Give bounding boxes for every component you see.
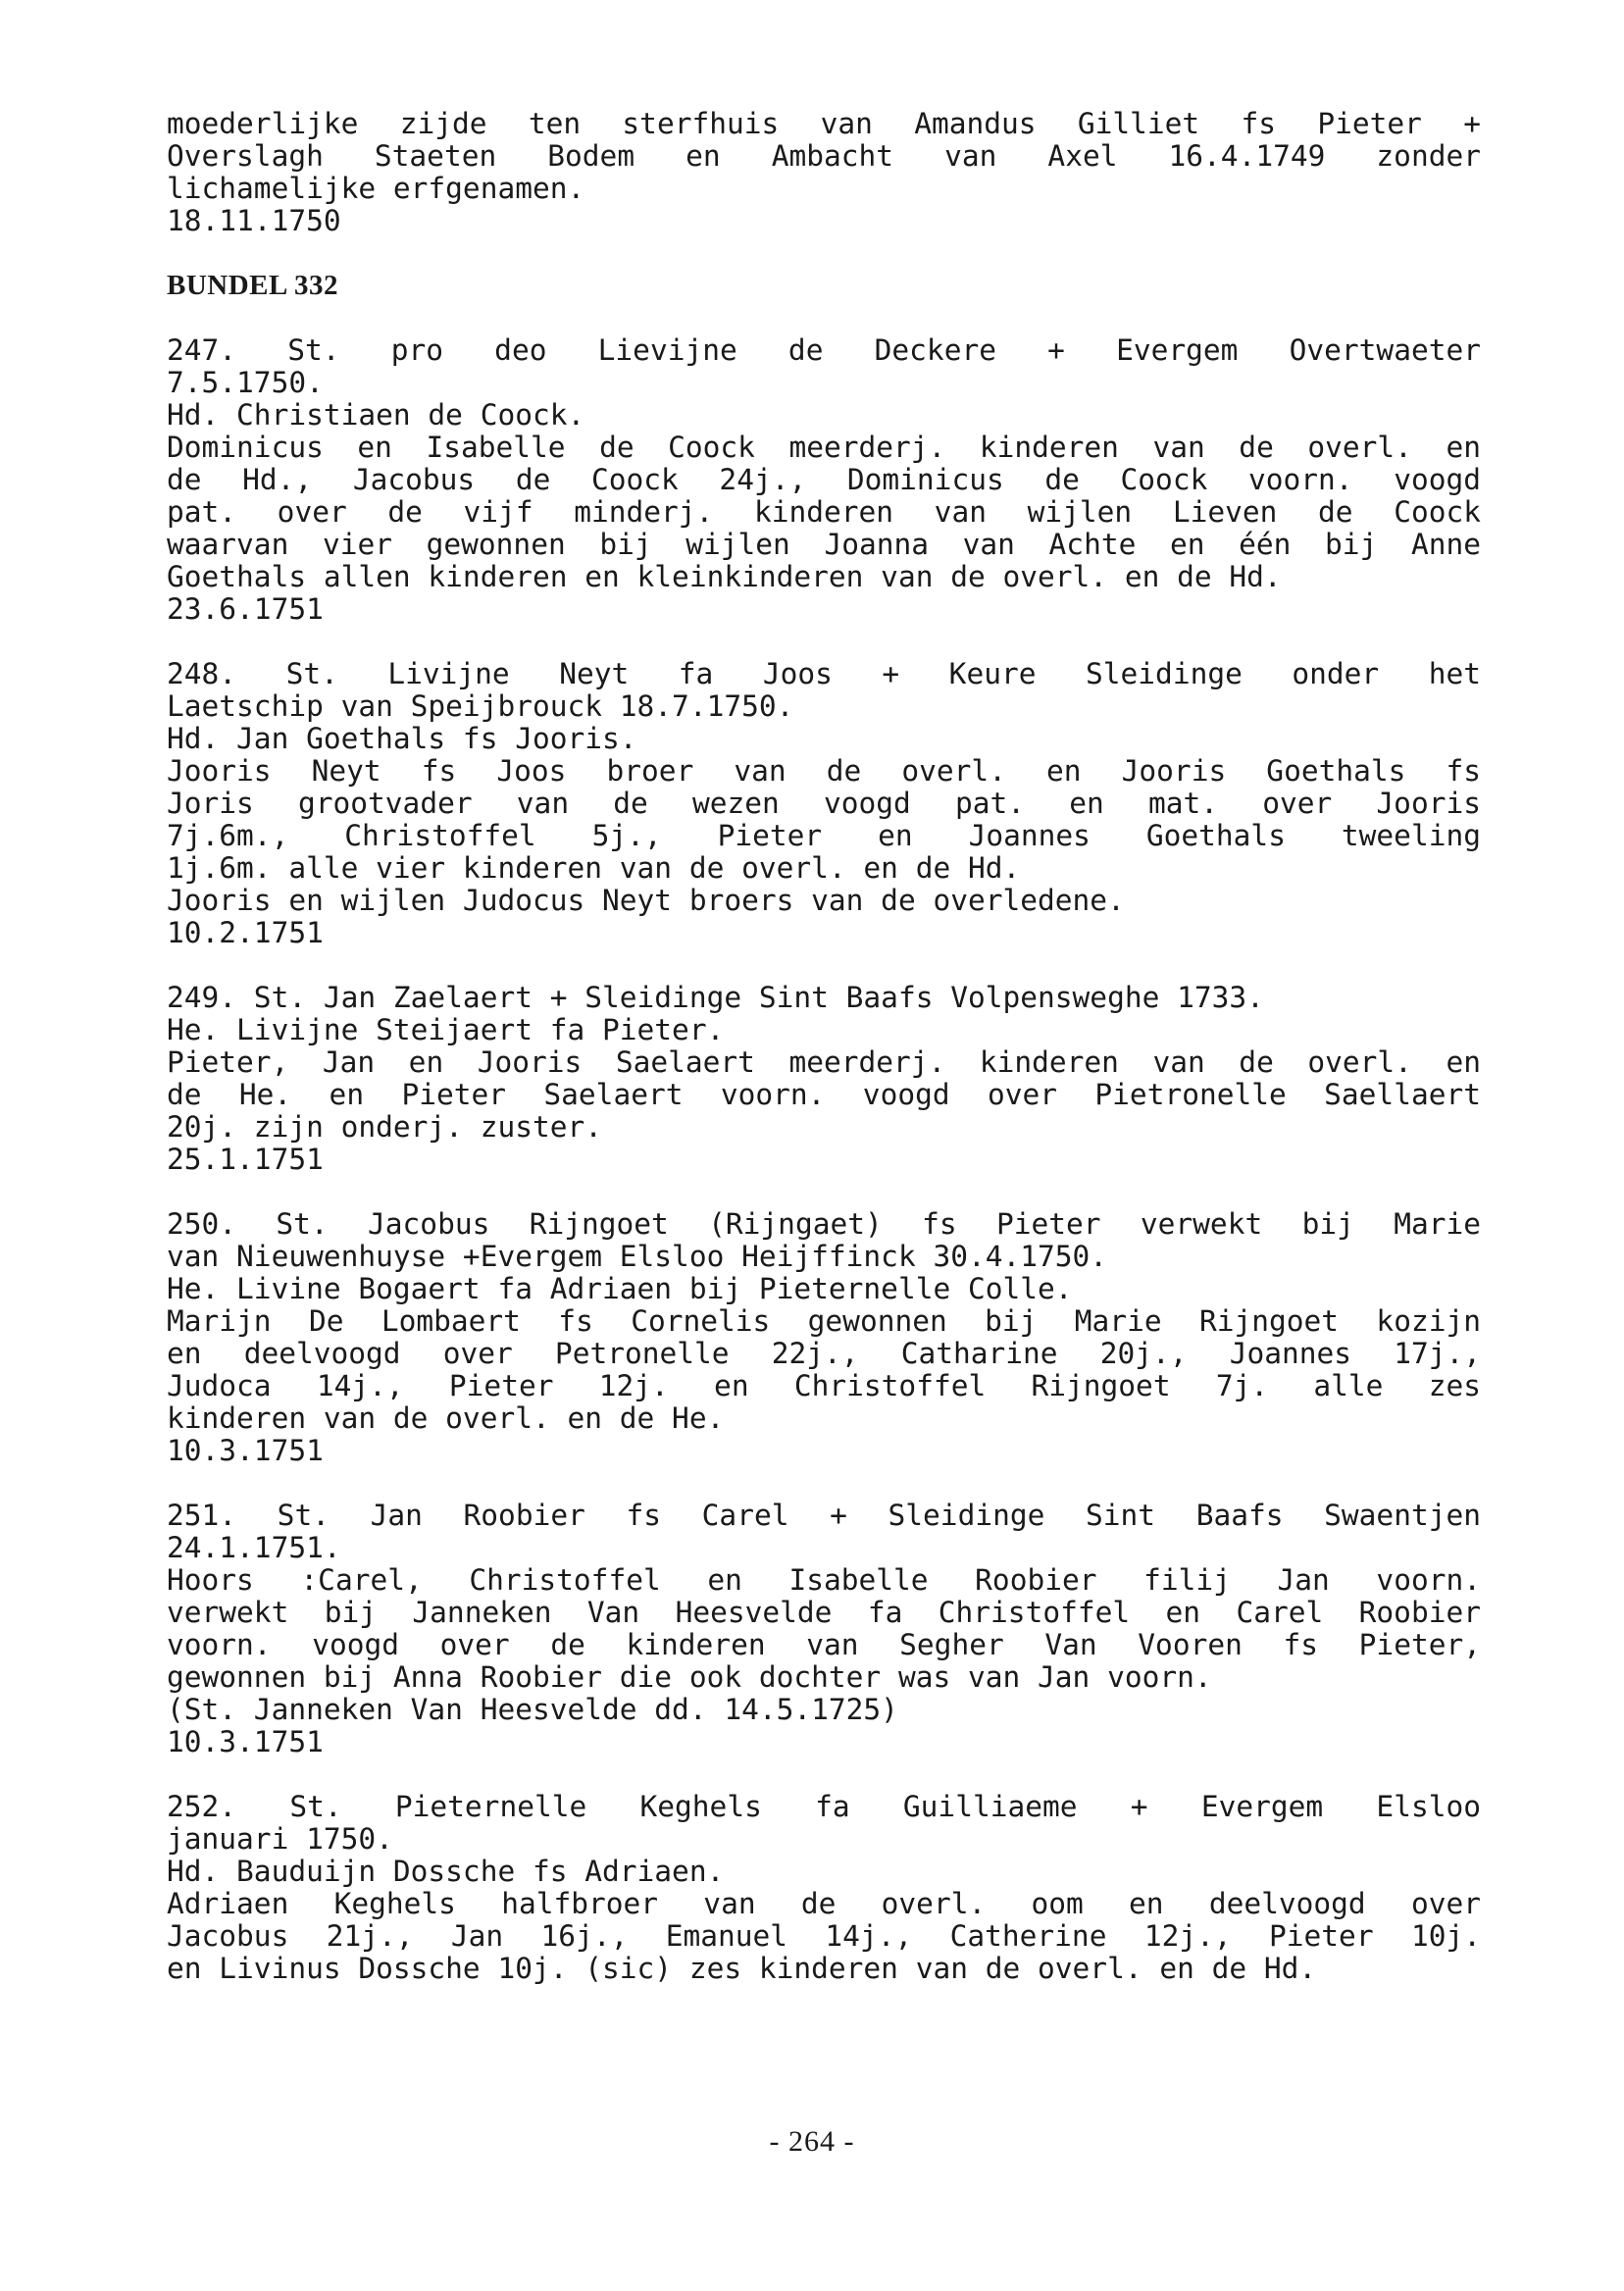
text-line: 25.1.1751: [167, 1143, 324, 1176]
page-number: - 264 -: [769, 2125, 855, 2158]
text-line: Dominicus en Isabelle de Coock meerderj. kinderen van de overl. en: [167, 432, 1481, 464]
text-line: 252. St. Pieternelle Keghels fa Guilliaeme + Evergem Elsloo: [167, 1791, 1481, 1823]
text-line: 18.11.1750: [167, 204, 341, 237]
text-line: (St. Janneken Van Heesvelde dd. 14.5.1725): [167, 1693, 898, 1726]
text-line: 1j.6m. alle vier kinderen van de overl. en de Hd.: [167, 851, 1021, 885]
text-line: 7j.6m., Christoffel 5j., Pieter en Joannes Goethals tweeling: [167, 820, 1481, 852]
entry-247: [167, 334, 1481, 626]
text-line: Marijn De Lombaert fs Cornelis gewonnen bij Marie Rijngoet kozijn: [167, 1305, 1481, 1338]
text-line: moederlijke zijde ten sterfhuis van Amandus Gilliet fs Pieter +: [167, 108, 1481, 140]
text-line: Hd. Christiaen de Coock.: [167, 398, 585, 432]
bundle-heading-block: [167, 270, 1481, 302]
text-line: 247. St. pro deo Lievijne de Deckere + Evergem Overtwaeter: [167, 334, 1481, 367]
text-line: Jacobus 21j., Jan 16j., Emanuel 14j., Catherine 12j., Pieter 10j.: [167, 1920, 1481, 1953]
text-line: waarvan vier gewonnen bij wijlen Joanna van Achte en één bij Anne: [167, 529, 1481, 561]
text-line: 249. St. Jan Zaelaert + Sleidinge Sint Baafs Volpensweghe 1733.: [167, 981, 1264, 1014]
text-line: pat. over de vijf minderj. kinderen van wijlen Lieven de Coock: [167, 496, 1481, 529]
text-line: He. Livine Bogaert fa Adriaen bij Pieternelle Colle.: [167, 1272, 1073, 1305]
entry-252: [167, 1791, 1481, 1985]
text-line: Hd. Bauduijn Dossche fs Adriaen.: [167, 1855, 725, 1888]
text-line: He. Livijne Steijaert fa Pieter.: [167, 1013, 725, 1046]
text-line: van Nieuwenhuyse +Evergem Elsloo Heijffinck 30.4.1750.: [167, 1240, 1108, 1273]
text-line: 23.6.1751: [167, 592, 324, 626]
text-line: Jooris en wijlen Judocus Neyt broers van de overledene.: [167, 884, 1125, 917]
text-line: 251. St. Jan Roobier fs Carel + Sleidinge Sint Baafs Swaentjen: [167, 1500, 1481, 1532]
text-line: januari 1750.: [167, 1822, 393, 1856]
text-line: kinderen van de overl. en de He.: [167, 1401, 725, 1435]
entry-249: [167, 982, 1481, 1176]
text-line: 24.1.1751.: [167, 1531, 341, 1564]
text-line: 7.5.1750.: [167, 366, 324, 399]
text-line: Hd. Jan Goethals fs Jooris.: [167, 722, 637, 755]
text-line: 10.2.1751: [167, 916, 324, 949]
text-line: Hoors :Carel, Christoffel en Isabelle Roobier filij Jan voorn.: [167, 1564, 1481, 1597]
text-line: Goethals allen kinderen en kleinkinderen van de overl. en de Hd.: [167, 560, 1282, 593]
text-line: 20j. zijn onderj. zuster.: [167, 1110, 603, 1144]
bundle-heading: BUNDEL 332: [167, 270, 339, 301]
text-line: 10.3.1751: [167, 1434, 324, 1467]
entry-248: [167, 658, 1481, 949]
text-line: voorn. voogd over de kinderen van Segher Van Vooren fs Pieter,: [167, 1629, 1481, 1661]
text-line: de Hd., Jacobus de Coock 24j., Dominicus de Coock voorn. voogd: [167, 464, 1481, 496]
intro-paragraph: [167, 108, 1481, 237]
text-line: de He. en Pieter Saelaert voorn. voogd over Pietronelle Saellaert: [167, 1079, 1481, 1111]
text-line: gewonnen bij Anna Roobier die ook dochter was van Jan voorn.: [167, 1660, 1212, 1694]
text-line: lichamelijke erfgenamen.: [167, 172, 585, 205]
text-line: verwekt bij Janneken Van Heesvelde fa Christoffel en Carel Roobier: [167, 1597, 1481, 1629]
text-line: Pieter, Jan en Jooris Saelaert meerderj. kinderen van de overl. en: [167, 1046, 1481, 1079]
entry-250: [167, 1208, 1481, 1467]
text-line: Overslagh Staeten Bodem en Ambacht van Axel 16.4.1749 zonder: [167, 140, 1481, 173]
text-line: en Livinus Dossche 10j. (sic) zes kinderen van de overl. en de Hd.: [167, 1952, 1317, 1985]
text-line: Judoca 14j., Pieter 12j. en Christoffel Rijngoet 7j. alle zes: [167, 1370, 1481, 1402]
text-line: 250. St. Jacobus Rijngoet (Rijngaet) fs Pieter verwekt bij Marie: [167, 1208, 1481, 1241]
text-line: Laetschip van Speijbrouck 18.7.1750.: [167, 689, 794, 723]
document-page: [167, 108, 1481, 2017]
text-line: Joris grootvader van de wezen voogd pat. en mat. over Jooris: [167, 788, 1481, 820]
text-line: Adriaen Keghels halfbroer van de overl. oom en deelvoogd over: [167, 1888, 1481, 1920]
text-line: Jooris Neyt fs Joos broer van de overl. en Jooris Goethals fs: [167, 755, 1481, 788]
text-line: en deelvoogd over Petronelle 22j., Catharine 20j., Joannes 17j.,: [167, 1338, 1481, 1370]
text-line: 248. St. Livijne Neyt fa Joos + Keure Sleidinge onder het: [167, 658, 1481, 690]
text-line: 10.3.1751: [167, 1725, 324, 1758]
entry-251: [167, 1500, 1481, 1758]
